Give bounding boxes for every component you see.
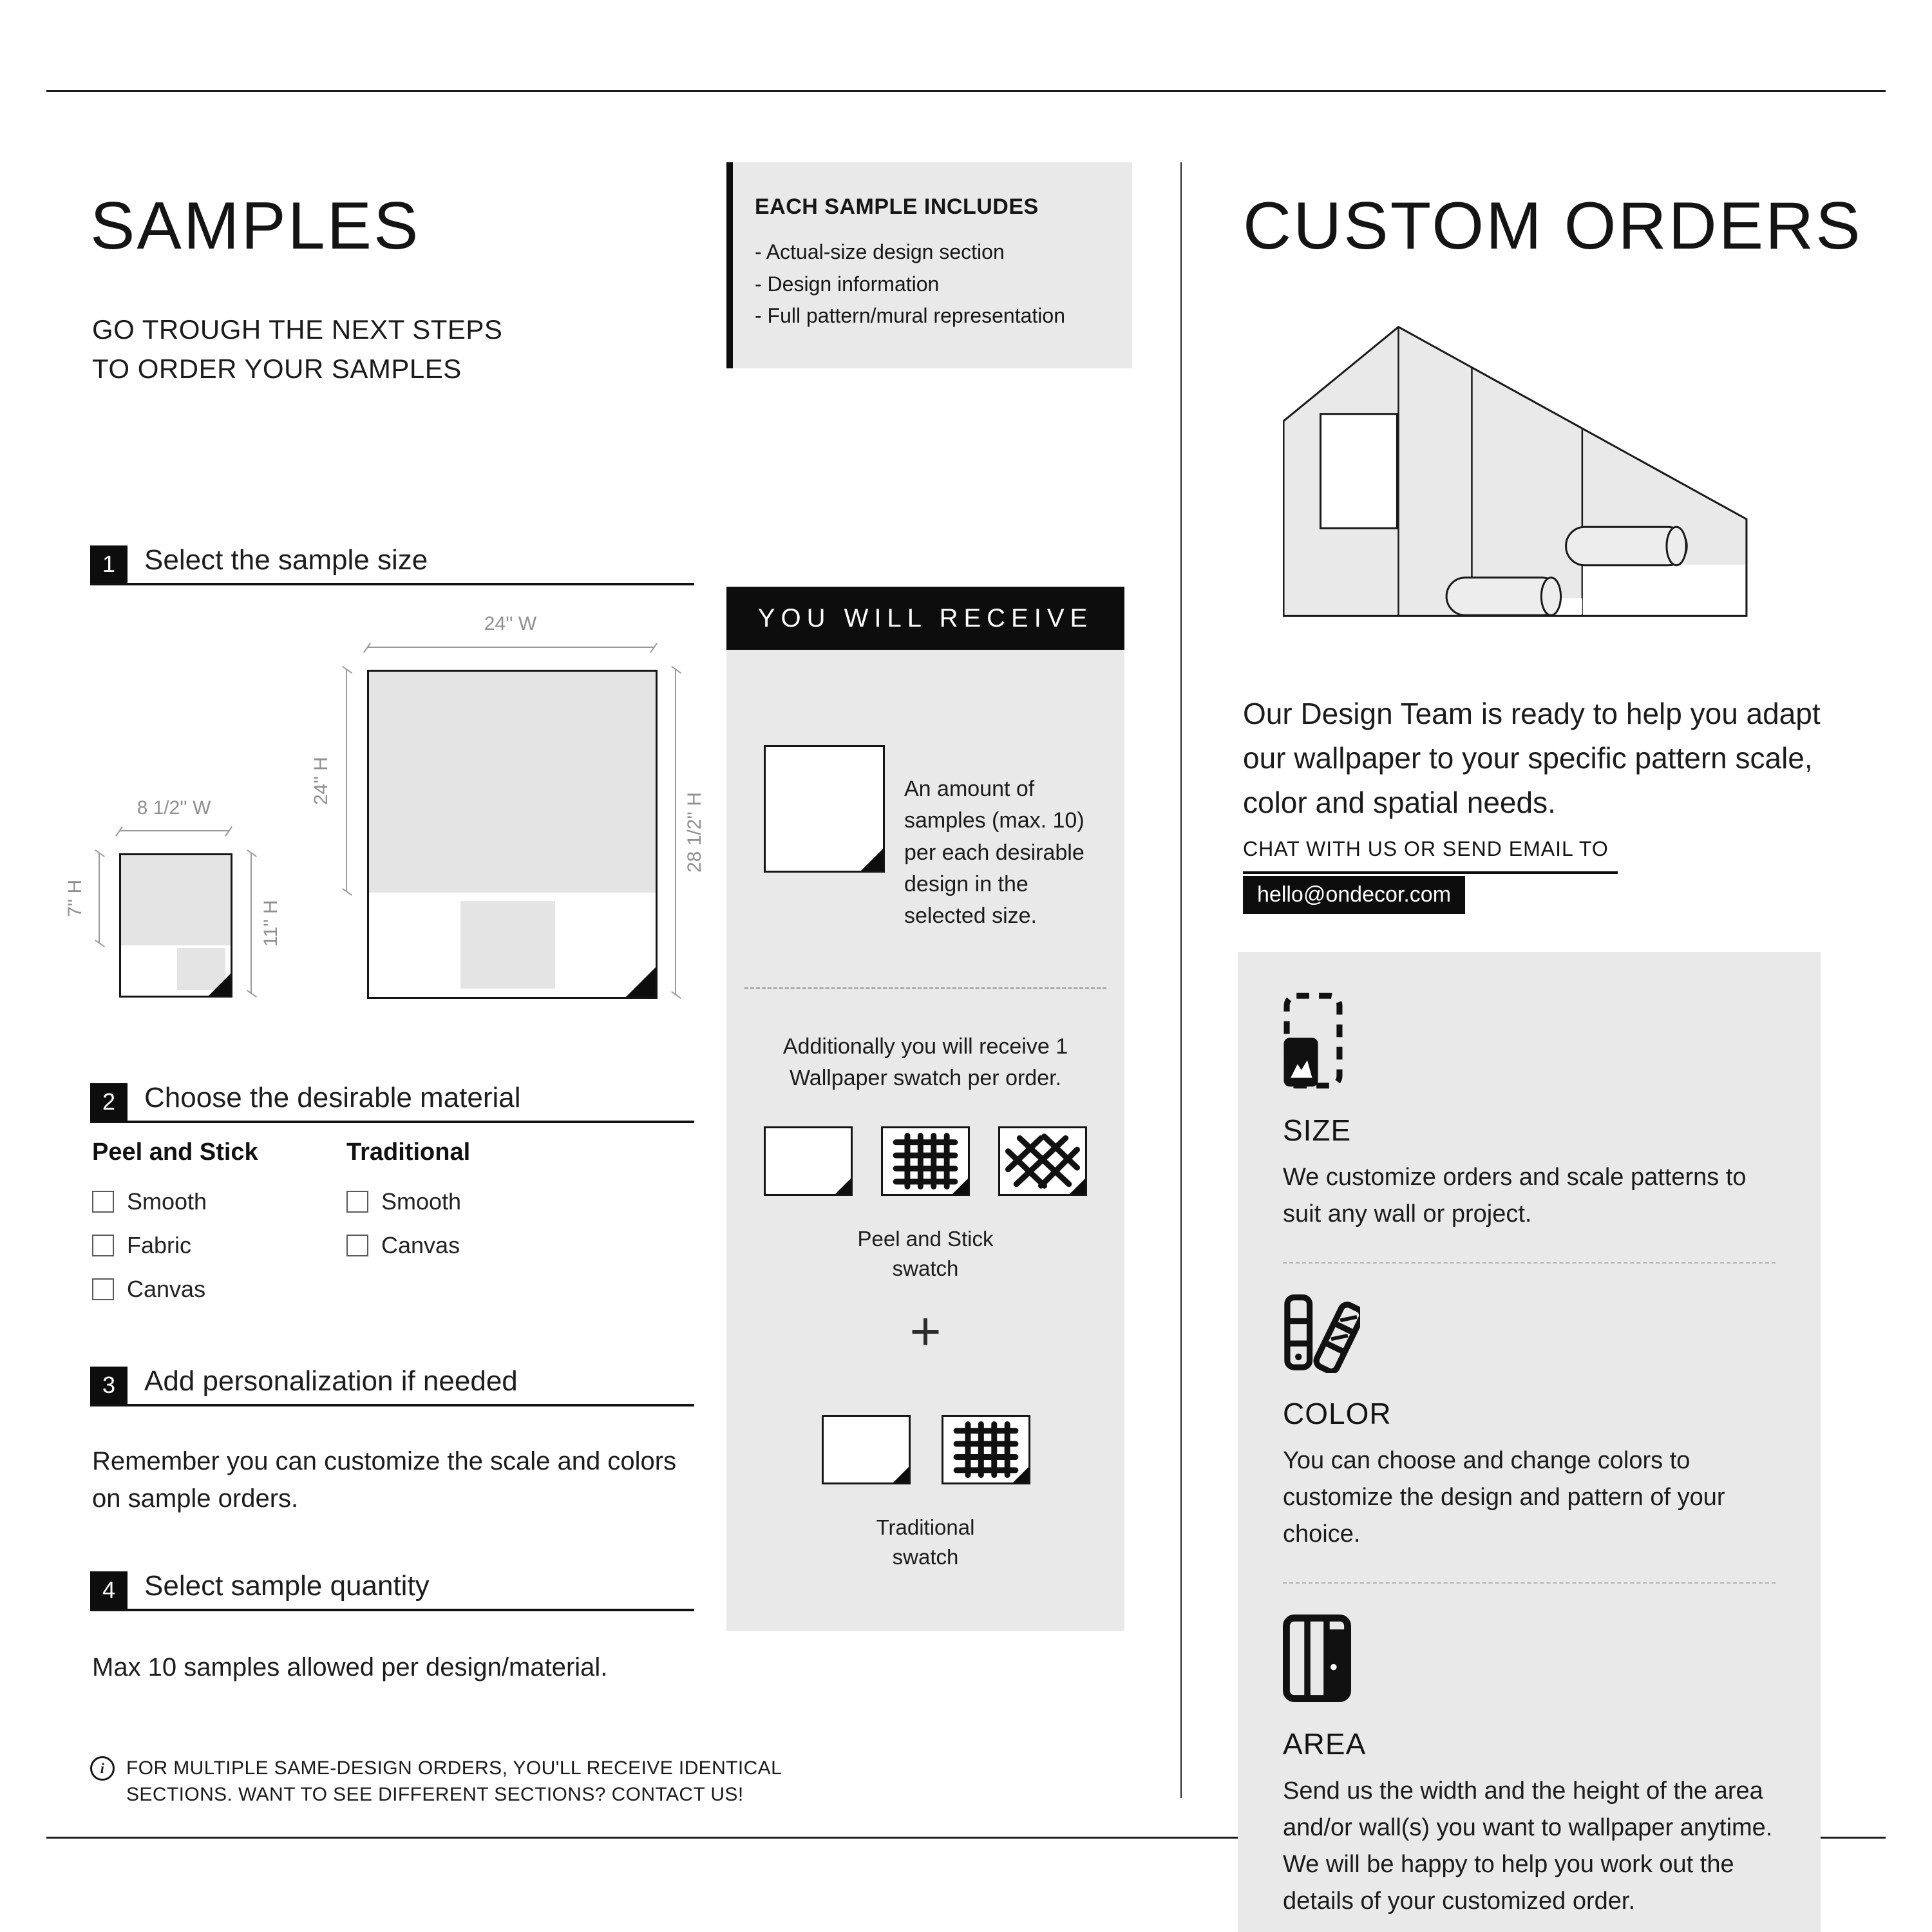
step-2-badge: 2 bbox=[90, 1083, 128, 1121]
area-icon bbox=[1283, 1613, 1351, 1703]
small-sheet-width-dim-line bbox=[119, 830, 229, 831]
small-sheet-right-height-label: 11'' H bbox=[260, 900, 281, 947]
custom-orders-paragraph: Our Design Team is ready to help you adapt our wallpaper to your specific pattern scale, color and spatial needs. bbox=[1243, 697, 1821, 819]
peel-and-stick-swatch-label: Peel and Stick swatch bbox=[857, 1227, 994, 1281]
dashed-divider bbox=[1283, 1582, 1776, 1584]
step-3-header bbox=[90, 1365, 694, 1406]
small-sheet-left-height-label: 7'' H bbox=[64, 879, 86, 918]
swatch-grid-pattern bbox=[942, 1415, 1030, 1484]
sample-sheet-fold bbox=[861, 849, 883, 871]
receive-additionally-text: Additionally you will receive 1 Wallpaper swatch per order. bbox=[782, 1034, 1068, 1091]
receive-intro-text: An amount of samples (max. 10) per each desirable design in the selected size. bbox=[904, 777, 1084, 929]
material-option-label: Smooth bbox=[381, 1188, 462, 1215]
includes-item: - Actual-size design section bbox=[755, 240, 1005, 263]
swatch-plain bbox=[764, 1126, 853, 1196]
includes-item: - Design information bbox=[755, 272, 940, 296]
step-3-badge: 3 bbox=[90, 1367, 128, 1404]
includes-item: - Full pattern/mural representation bbox=[755, 304, 1065, 328]
large-sheet-left-height-label: 24'' H bbox=[310, 757, 332, 805]
checkbox[interactable] bbox=[92, 1278, 114, 1300]
chat-label: CHAT WITH US OR SEND EMAIL TO bbox=[1243, 837, 1618, 874]
material-column-traditional bbox=[346, 1139, 470, 1276]
feature-color-text: You can choose and change colors to customize the design and pattern of your choice. bbox=[1283, 1447, 1725, 1548]
material-option-label: Fabric bbox=[127, 1232, 192, 1258]
you-will-receive-panel bbox=[726, 650, 1124, 1631]
material-option-label: Smooth bbox=[127, 1188, 207, 1215]
sample-sheet-illustration bbox=[764, 745, 885, 873]
feature-area-text: Send us the width and the height of the area and/or wall(s) you want to wallpaper anytime. We will be happy to help you work out the details of your customized order. bbox=[1283, 1777, 1773, 1915]
traditional-header: Traditional bbox=[346, 1139, 471, 1166]
step-2-label: Choose the desirable material bbox=[144, 1082, 521, 1113]
swatch-fold bbox=[835, 1179, 851, 1194]
material-option bbox=[92, 1188, 258, 1215]
material-column-peel-and-stick bbox=[92, 1139, 258, 1320]
samples-title: SAMPLES bbox=[90, 188, 421, 263]
step-2 bbox=[90, 1082, 694, 1123]
large-sheet-left-dim-line bbox=[346, 670, 347, 892]
large-sample-sheet bbox=[367, 670, 658, 999]
step-1 bbox=[90, 544, 694, 585]
footer-note bbox=[90, 1755, 782, 1808]
swatch-fold bbox=[893, 1467, 909, 1482]
checkbox[interactable] bbox=[346, 1191, 368, 1213]
large-sheet-right-dim-line bbox=[675, 670, 676, 995]
feature-area-title: AREA bbox=[1283, 1727, 1367, 1761]
material-option bbox=[346, 1188, 470, 1215]
custom-orders-title: CUSTOM ORDERS bbox=[1243, 188, 1862, 263]
peel-and-stick-header: Peel and Stick bbox=[92, 1139, 258, 1166]
small-sheet-left-dim-line bbox=[99, 853, 100, 943]
custom-orders-feature-box bbox=[1238, 952, 1821, 1932]
feature-color-title: COLOR bbox=[1283, 1397, 1392, 1430]
size-icon bbox=[1283, 992, 1343, 1090]
swatch-fold bbox=[952, 1179, 968, 1194]
footer-note-line2: SECTIONS. WANT TO SEE DIFFERENT SECTIONS? CONTACT US! bbox=[126, 1784, 744, 1806]
material-option-label: Canvas bbox=[127, 1276, 206, 1302]
large-sheet-width-label: 24'' W bbox=[484, 613, 537, 634]
step-3-label: Add personalization if needed bbox=[144, 1365, 518, 1397]
samples-intro-line2: TO ORDER YOUR SAMPLES bbox=[92, 353, 462, 384]
includes-list bbox=[755, 236, 1119, 332]
small-sample-sheet bbox=[119, 853, 232, 998]
plus-sign: + bbox=[909, 1301, 942, 1361]
large-sheet-right-height-label: 28 1/2'' H bbox=[684, 792, 705, 873]
step-4 bbox=[90, 1570, 694, 1611]
house-wallpaper-illustration bbox=[1283, 325, 1750, 618]
traditional-swatch-label: Traditional swatch bbox=[876, 1515, 975, 1569]
swatch-crosshatch-pattern bbox=[998, 1126, 1087, 1196]
dashed-divider bbox=[1283, 1262, 1776, 1264]
swatch-grid-pattern bbox=[881, 1126, 970, 1196]
top-rule bbox=[46, 90, 1886, 92]
includes-title: EACH SAMPLE INCLUDES bbox=[755, 194, 1039, 219]
step-2-header bbox=[90, 1082, 694, 1123]
feature-size-text: We customize orders and scale patterns to suit any wall or project. bbox=[1283, 1164, 1747, 1227]
dashed-divider bbox=[744, 987, 1106, 989]
step-3-text: Remember you can customize the scale and colors on sample orders. bbox=[92, 1447, 677, 1513]
step-4-label: Select sample quantity bbox=[144, 1570, 430, 1602]
small-sheet-right-dim-line bbox=[251, 853, 252, 994]
footer-note-line1: FOR MULTIPLE SAME-DESIGN ORDERS, YOU'LL RECEIVE IDENTICAL bbox=[126, 1757, 782, 1779]
info-icon: i bbox=[90, 1756, 115, 1781]
large-sheet-inner-sample bbox=[460, 901, 555, 989]
small-sheet-width-label: 8 1/2'' W bbox=[137, 797, 211, 819]
swatch-fold bbox=[1013, 1467, 1028, 1482]
you-will-receive-bar: YOU WILL RECEIVE bbox=[726, 587, 1124, 650]
material-option bbox=[92, 1232, 258, 1259]
step-4-text: Max 10 samples allowed per design/material. bbox=[92, 1653, 608, 1681]
material-option bbox=[346, 1232, 470, 1259]
swatch-fold bbox=[1070, 1179, 1085, 1194]
checkbox[interactable] bbox=[346, 1235, 368, 1256]
color-icon bbox=[1283, 1293, 1360, 1373]
each-sample-includes-box bbox=[726, 162, 1132, 368]
step-4-badge: 4 bbox=[90, 1571, 128, 1609]
email-link[interactable]: hello@ondecor.com bbox=[1243, 876, 1465, 914]
material-option-label: Canvas bbox=[381, 1232, 460, 1258]
step-3 bbox=[90, 1365, 694, 1406]
samples-intro-line1: GO TROUGH THE NEXT STEPS bbox=[92, 314, 503, 345]
large-sheet-corner-fold bbox=[626, 967, 656, 997]
small-sheet-corner-fold bbox=[209, 974, 231, 996]
column-divider bbox=[1180, 162, 1182, 1798]
large-sheet-width-dim-line bbox=[367, 647, 654, 648]
step-1-badge: 1 bbox=[90, 545, 128, 583]
material-option bbox=[92, 1276, 258, 1303]
swatch-plain bbox=[822, 1415, 911, 1484]
checkbox[interactable] bbox=[92, 1191, 114, 1213]
step-4-header bbox=[90, 1570, 694, 1611]
step-1-header bbox=[90, 544, 694, 585]
checkbox[interactable] bbox=[92, 1235, 114, 1256]
samples-intro bbox=[92, 310, 502, 389]
step-1-label: Select the sample size bbox=[144, 544, 428, 576]
footer-note-text bbox=[126, 1755, 782, 1808]
feature-size-title: SIZE bbox=[1283, 1113, 1352, 1147]
